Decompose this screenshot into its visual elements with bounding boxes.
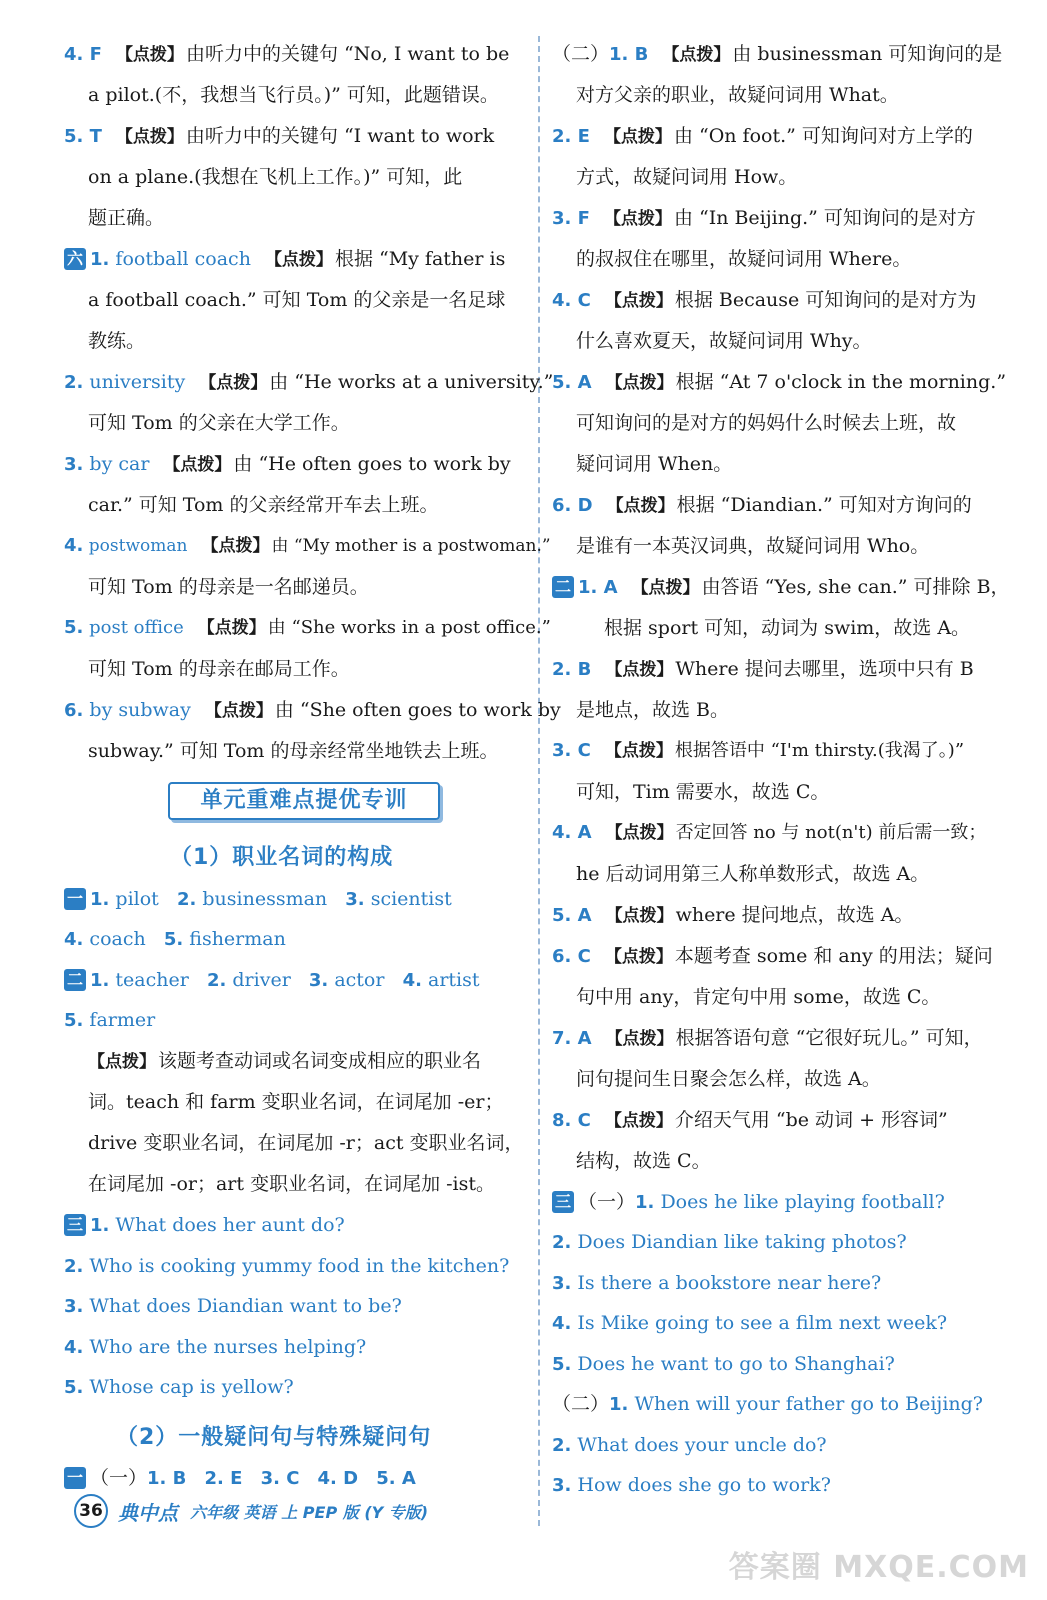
text-line: 在词尾加 -or；art 变职业名词，在词尾加 -ist。 <box>88 1173 495 1195</box>
answer-line: 7. A 【点拨】 根据答语句意 “它很好玩儿。” 可知， <box>552 1027 983 1049</box>
answer-line: 4. A 【点拨】 否定回答 no 与 not(n't) 前后需一致； <box>552 822 987 843</box>
answer-line: 4. Who are the nurses helping? <box>64 1336 367 1358</box>
answer-line: （二）1. When will your father go to Beijing? <box>552 1393 983 1415</box>
answer-line: 4. Is Mike going to see a film next week? <box>552 1312 948 1334</box>
text-line: a football coach.” 可知 Tom 的父亲是一名足球 <box>88 289 506 311</box>
answer-line: 4. C 【点拨】 根据 Because 可知询问的是对方为 <box>552 289 977 311</box>
answer-line: 6. C 【点拨】 本题考查 some 和 any 的用法；疑问 <box>552 945 993 967</box>
text-line: 可知，Tim 需要水，故选 C。 <box>576 781 830 803</box>
text-line: 可知 Tom 的父亲在大学工作。 <box>88 412 350 434</box>
answer-line: 3. C 【点拨】 根据答语中 “I'm thirsty.(我渴了。)” <box>552 740 965 761</box>
answer-line: 3. How does she go to work? <box>552 1474 831 1496</box>
section-icon: 六 <box>64 248 86 270</box>
book-title: 六年级 英语 上 PEP 版 (Y 专版) <box>190 1502 429 1522</box>
text-line: drive 变职业名词，在词尾加 -r；act 变职业名词， <box>88 1132 524 1154</box>
answer-line: 二 1. A 【点拨】 由答语 “Yes, she can.” 可排除 B， <box>552 574 1010 601</box>
answer-line: 4. coach 5. fisherman <box>64 928 286 950</box>
answer-line: 8. C 【点拨】 介绍天气用 “be 动词 + 形容词” <box>552 1109 948 1131</box>
text-line: 问句提问生日聚会怎么样，故选 A。 <box>576 1068 881 1090</box>
section-banner: 单元重难点提优专训 <box>168 782 440 820</box>
text-line: 句中用 any，肯定句中用 some，故选 C。 <box>576 986 941 1008</box>
answer-line: 3. F 【点拨】 由 “In Beijing.” 可知询问的是对方 <box>552 207 976 229</box>
answer-line: 三 1. What does her aunt do? <box>64 1212 345 1239</box>
text-line: 是地点，故选 B。 <box>576 699 730 721</box>
text-line: 是谁有一本英汉词典，故疑问词用 Who。 <box>576 535 930 557</box>
section-icon: 二 <box>552 576 574 598</box>
answer-line: 3. Is there a bookstore near here? <box>552 1272 882 1294</box>
answer-line: 5. post office 【点拨】 由 “She works in a post office.” <box>64 617 551 638</box>
brand-logo: 典中点 <box>118 1500 179 1525</box>
section-icon: 三 <box>64 1214 86 1236</box>
text-line: on a plane.(我想在飞机上工作。)” 可知，此 <box>88 166 463 188</box>
answer-line: 2. What does your uncle do? <box>552 1434 827 1456</box>
text-line: 词。teach 和 farm 变职业名词，在词尾加 -er； <box>88 1091 504 1113</box>
answer-line: 5. Whose cap is yellow? <box>64 1376 294 1398</box>
answer-line: 5. farmer <box>64 1009 156 1031</box>
text-line: 可知 Tom 的母亲是一名邮递员。 <box>88 576 369 598</box>
text-line: 题正确。 <box>88 207 165 229</box>
answer-line: 2. E 【点拨】 由 “On foot.” 可知询问对方上学的 <box>552 125 973 147</box>
section-icon: 一 <box>64 1467 86 1489</box>
answer-line: 6. by subway 【点拨】 由 “She often goes to work by <box>64 699 561 721</box>
column-divider <box>538 36 540 1526</box>
text-line: 什么喜欢夏天，故疑问词用 Why。 <box>576 330 872 352</box>
text-line: a pilot.(不，我想当飞行员。)” 可知，此题错误。 <box>88 84 499 106</box>
page-number: 36 <box>74 1494 108 1528</box>
answer-line: 2. Does Diandian like taking photos? <box>552 1231 907 1253</box>
subsection-heading: （2）一般疑问句与特殊疑问句 <box>116 1425 432 1450</box>
page-footer <box>74 1494 428 1528</box>
text-line: subway.” 可知 Tom 的母亲经常坐地铁去上班。 <box>88 740 499 762</box>
watermark: 答案圈 MXQE.COM <box>728 1550 1029 1585</box>
answer-line: 六 1. football coach 【点拨】 根据 “My father is <box>64 246 505 273</box>
text-line: 疑问词用 When。 <box>576 453 733 475</box>
section-icon: 三 <box>552 1191 574 1213</box>
section-icon: 二 <box>64 969 86 991</box>
text-line: 教练。 <box>88 330 146 352</box>
text-line: 结构，故选 C。 <box>576 1150 711 1172</box>
answer-line: 4. postwoman 【点拨】 由 “My mother is a postwoman.” <box>64 535 551 556</box>
answer-line: 一 （一）1. B 2. E 3. C 4. D 5. A <box>64 1465 416 1492</box>
answer-line: （二）1. B 【点拨】 由 businessman 可知询问的是 <box>552 43 1003 65</box>
answer-line: 3. by car 【点拨】 由 “He often goes to work by <box>64 453 511 475</box>
answer-line: 2. Who is cooking yummy food in the kitchen? <box>64 1255 510 1277</box>
text-line: 根据 sport 可知，动词为 swim，故选 A。 <box>604 617 971 639</box>
answer-line: 5. T 【点拨】 由听力中的关键句 “I want to work <box>64 125 495 147</box>
answer-line: 5. A 【点拨】 where 提问地点，故选 A。 <box>552 904 914 926</box>
text-line: car.” 可知 Tom 的父亲经常开车去上班。 <box>88 494 439 516</box>
answer-line: 2. university 【点拨】 由 “He works at a university.” <box>64 371 554 393</box>
answer-line: 5. Does he want to go to Shanghai? <box>552 1353 895 1375</box>
text-line: 可知询问的是对方的妈妈什么时候去上班，故 <box>576 412 957 434</box>
text-line: he 后动词用第三人称单数形式，故选 A。 <box>576 863 930 885</box>
answer-line: 6. D 【点拨】 根据 “Diandian.” 可知对方询问的 <box>552 494 972 516</box>
section-icon: 一 <box>64 888 86 910</box>
answer-line: 二 1. teacher 2. driver 3. actor 4. artist <box>64 967 480 994</box>
answer-line: 4. F 【点拨】 由听力中的关键句 “No, I want to be <box>64 43 510 65</box>
text-line: 的叔叔住在哪里，故疑问词用 Where。 <box>576 248 912 270</box>
answer-line: 三 （一）1. Does he like playing football? <box>552 1189 945 1216</box>
answer-line: 3. What does Diandian want to be? <box>64 1295 402 1317</box>
text-line: 可知 Tom 的母亲在邮局工作。 <box>88 658 350 680</box>
text-line: 对方父亲的职业，故疑问词用 What。 <box>576 84 899 106</box>
answer-line: 2. B 【点拨】 Where 提问去哪里，选项中只有 B <box>552 658 974 680</box>
answer-line: 一 1. pilot 2. businessman 3. scientist <box>64 886 452 913</box>
answer-line: 5. A 【点拨】 根据 “At 7 o'clock in the morning.” <box>552 371 1007 393</box>
text-line: 方式，故疑问词用 How。 <box>576 166 798 188</box>
subsection-heading: （1）职业名词的构成 <box>170 845 394 870</box>
text-line: 【点拨】 该题考查动词或名词变成相应的职业名 <box>88 1050 482 1072</box>
